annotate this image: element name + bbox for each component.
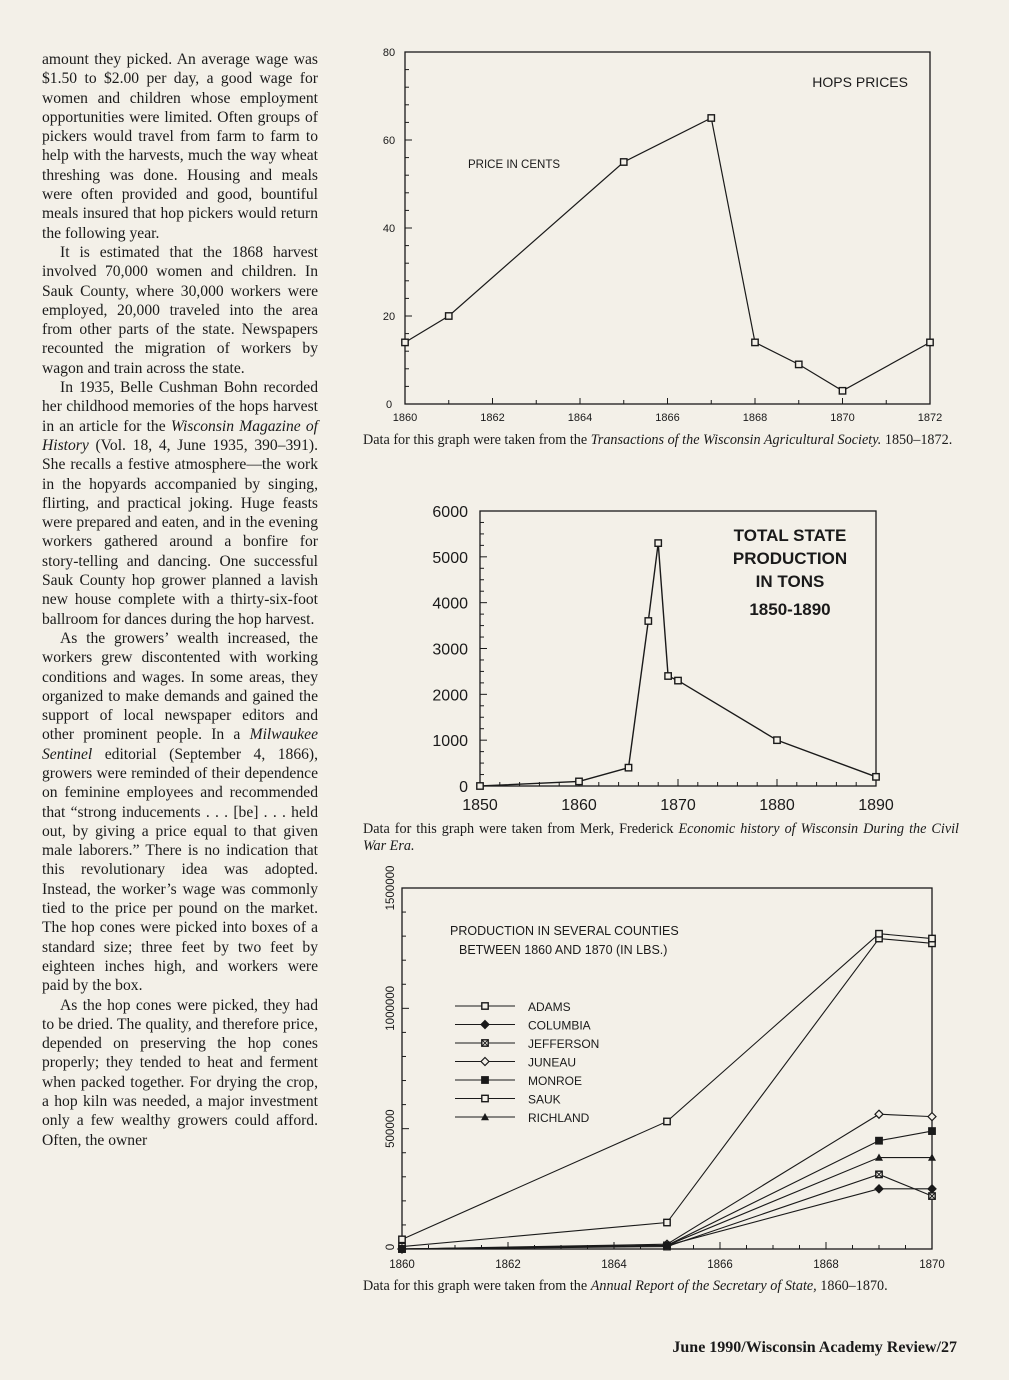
data-point [796, 361, 802, 367]
legend-label-adams: ADAMS [528, 1000, 571, 1014]
plot-frame [405, 52, 930, 404]
legend-label-richland: RICHLAND [528, 1111, 590, 1125]
article-column [42, 50, 318, 1150]
y-tick-label: 80 [382, 47, 396, 59]
legend-marker [481, 1058, 489, 1066]
x-tick-label: 1870 [919, 1259, 945, 1271]
legend-marker [482, 1003, 488, 1009]
legend-marker [481, 1021, 489, 1029]
data-point [402, 339, 408, 345]
chart-title: HOPS PRICES [812, 74, 908, 90]
y-tick-label: 1000000 [385, 985, 397, 1031]
data-point-monroe [929, 1128, 935, 1134]
data-point [752, 339, 758, 345]
data-point [708, 115, 714, 121]
data-point-columbia [928, 1185, 936, 1193]
text-run: It is estimated that the 1868 harvest involved 70,000 women and children. In Sauk County, where 30,000 workers were employed, 20,000 traveled into the area from other parts of the state. Newspapers recounted the migration of workers by wagon and train across the state. [42, 243, 318, 377]
y-tick-label: 6000 [432, 504, 468, 521]
hops-prices-chart [360, 40, 970, 430]
y-tick-label: 500000 [385, 1109, 397, 1148]
x-tick-label: 1860 [392, 412, 418, 424]
chart-title-line: BETWEEN 1860 AND 1870 (IN LBS.) [459, 943, 668, 957]
y-tick-label: 0 [385, 399, 393, 411]
total-production-caption [363, 821, 959, 855]
chart-title-line: PRODUCTION [732, 549, 848, 568]
data-point-columbia [875, 1185, 883, 1193]
text-run: Data for this graph were taken from Merk, Frederick [363, 821, 679, 837]
series-line-richland [402, 1158, 932, 1249]
x-tick-label: 1868 [742, 412, 768, 424]
data-point [446, 313, 452, 319]
y-tick-label: 1500000 [385, 865, 397, 911]
text-run: editorial (September 4, 1866), growers were reminded of their dependence on feminine employees and recommended that “strong inducements . . . [be] . . . held out, by giving a price equal to that given male laborers.” There is no indication that this revolutionary idea was adopted. Instead, the worker’s wage was commonly tied to the price per pound on the market. The hop cones were picked into boxes of a standard size; three feet by two feet by eighteen inches high, and workers were paid by the box. [42, 745, 318, 995]
text-run: As the growers’ wealth increased, the workers grew discontented with working conditions and wages. In some areas, they organized to make demands and gained the support of local newspaper editors and other prominent people. In a [42, 629, 318, 744]
data-point-adams [664, 1219, 670, 1225]
text-run: As the hop cones were picked, they had to be dried. The quality, and therefore price, depended on preserving the hop cones properly; they tended to heat and ferment when packed together. For drying the crop, a hop kiln was needed, a major investment only a few wealthy growers could afford. Often, the owner [42, 996, 318, 1149]
data-point-juneau [928, 1113, 936, 1121]
x-tick-label: 1864 [567, 412, 593, 424]
x-tick-label: 1864 [601, 1259, 627, 1271]
data-point-sauk [876, 931, 882, 937]
legend-label-monroe: MONROE [528, 1074, 582, 1088]
italic-text: Annual Report of the Secretary of State, [590, 1278, 817, 1294]
county-production-chart [380, 862, 960, 1277]
series-line-adams [402, 939, 932, 1247]
x-tick-label: 1866 [655, 412, 680, 424]
legend-label-columbia: COLUMBIA [528, 1018, 591, 1033]
x-tick-label: 1860 [389, 1259, 415, 1271]
text-run: (Vol. 18, 4, June 1935, 390–391). She recalls a festive atmosphere—the work in the hopyards accompanied by singing, flirting, and practical joking. Huge feasts were prepared and eaten, and in the evening workers gathered around a bonfire for story-telling and dancing. One successful Sauk County hop grower planned a lavish new house complete with a thirty-six-foot ballroom for dances during the hop harvest. [42, 436, 318, 628]
chart-title-line: PRODUCTION IN SEVERAL COUNTIES [450, 924, 679, 938]
data-point [873, 774, 879, 780]
y-tick-label: 4000 [432, 595, 468, 613]
x-tick-label: 1868 [813, 1259, 839, 1271]
x-tick-label: 1862 [480, 412, 505, 424]
text-run: 1860–1870. [816, 1278, 888, 1294]
y-tick-label: 3000 [432, 641, 468, 659]
y-tick-label: 60 [382, 135, 396, 147]
y-tick-label: 2000 [432, 687, 468, 705]
y-tick-label: 5000 [432, 549, 468, 567]
data-point-sauk [399, 1236, 405, 1242]
data-point [675, 677, 681, 683]
chart-title-line: TOTAL STATE [733, 526, 847, 545]
data-point-juneau [875, 1110, 883, 1118]
data-point [839, 388, 845, 394]
legend-label-sauk: SAUK [528, 1092, 561, 1107]
data-point [655, 540, 661, 546]
series-line-juneau [402, 1114, 932, 1249]
x-tick-label: 1870 [830, 412, 855, 424]
text-run: Data for this graph were taken from the [363, 1278, 591, 1294]
data-point [477, 783, 483, 789]
x-tick-label: 1880 [759, 797, 795, 814]
data-point [665, 673, 671, 679]
x-tick-label: 1850 [462, 797, 498, 814]
data-point [625, 764, 631, 770]
italic-text: Economic history of Wisconsin During the Civil War Era. [363, 821, 960, 854]
series-line-sauk [402, 934, 932, 1240]
chart-title-line: 1850-1890 [749, 600, 831, 619]
data-point [576, 778, 582, 784]
x-tick-label: 1890 [858, 797, 894, 814]
legend-label-jefferson: JEFFERSON [528, 1037, 600, 1051]
y-tick-label: 40 [382, 223, 396, 235]
x-tick-label: 1870 [660, 797, 696, 814]
hops-prices-caption [363, 432, 959, 449]
page-footer: June 1990/Wisconsin Academy Review/27 [672, 1339, 957, 1356]
data-point-sauk [929, 935, 935, 941]
italic-text: Milwaukee Sentinel [42, 726, 318, 763]
text-run: amount they picked. An average wage was $1.50 to $2.00 per day, a good wage for women and children whose employment opportunities were limited. Often groups of pickers would travel from farm to farm to help with the harvests, much the way wheat threshing was done. Housing and meals were often provided and good, bountiful meals insured that hop pickers would return the following year. [42, 51, 318, 242]
county-production-caption [363, 1278, 959, 1295]
data-point [621, 159, 627, 165]
y-tick-label: 1000 [432, 733, 468, 751]
article-paragraph [42, 996, 318, 1150]
y-axis-label: PRICE IN CENTS [468, 159, 561, 171]
text-run: 1850–1872. [881, 432, 953, 448]
y-tick-label: 0 [459, 779, 468, 796]
x-tick-label: 1862 [495, 1259, 521, 1271]
text-run: In 1935, Belle Cushman Bohn recorded her childhood memories of the hops harvest in an article for the [42, 379, 318, 435]
legend-marker [482, 1095, 488, 1101]
article-paragraph [42, 629, 318, 996]
x-tick-label: 1860 [561, 797, 597, 814]
article-paragraph [42, 243, 318, 378]
data-point-sauk [664, 1118, 670, 1124]
data-point [645, 618, 651, 624]
legend-label-juneau: JUNEAU [528, 1055, 577, 1070]
x-tick-label: 1866 [707, 1259, 733, 1271]
article-paragraph [42, 50, 318, 243]
data-point [774, 737, 780, 743]
series-line-jefferson [402, 1174, 932, 1249]
data-point [927, 339, 933, 345]
y-tick-label: 0 [385, 1243, 397, 1251]
y-tick-label: 20 [382, 311, 396, 323]
article-paragraph [42, 378, 318, 629]
series-line-monroe [402, 1131, 932, 1249]
x-tick-label: 1872 [917, 412, 943, 424]
total-production-chart [420, 495, 900, 820]
chart-title-line: IN TONS [755, 572, 825, 591]
text-run: Data for this graph were taken from the [363, 432, 591, 448]
italic-text: Transactions of the Wisconsin Agricultural Society. [590, 432, 882, 448]
data-point-monroe [876, 1138, 882, 1144]
legend-marker [482, 1077, 488, 1083]
italic-text: Wisconsin Magazine of History [42, 417, 318, 454]
